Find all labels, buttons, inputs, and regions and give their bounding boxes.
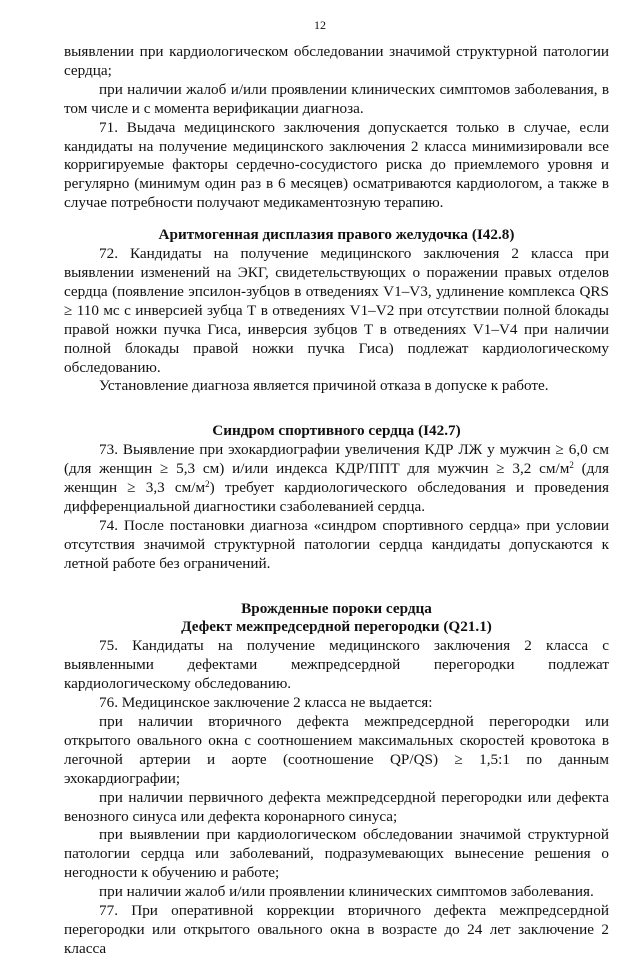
paragraph-73-part-3: ) требует кардиологического обследования и проведения дифференциальной диагностики сзаболеванией сердца.	[64, 479, 609, 515]
paragraph-75: 75. Кандидаты на получение медицинского заключения 2 класса с выявленными дефектами межпредсердной перегородки подлежат кардиологическому обследованию.	[64, 637, 609, 693]
subsection-heading-atrial-septal-defect: Дефект межпредсердной перегородки (Q21.1)	[181, 618, 492, 636]
section-heading-congenital-defects: Врожденные пороки сердца	[241, 599, 432, 617]
page-content	[64, 43, 609, 959]
superscript-2: 2	[205, 479, 210, 490]
section-heading-athlete-heart: Синдром спортивного сердца (I42.7)	[212, 422, 461, 440]
superscript-2: 2	[569, 460, 574, 471]
paragraph-primary-defect: при наличии первичного дефекта межпредсердной перегородки или дефекта венозного синуса или дефекта коронарного синуса;	[64, 788, 609, 825]
paragraph-76: 76. Медицинское заключение 2 класса не выдается:	[99, 694, 433, 712]
section-heading-arrhythmogenic-dysplasia: Аритмогенная дисплазия правого желудочка (I42.8)	[158, 226, 515, 244]
paragraph-74: 74. После постановки диагноза «синдром спортивного сердца» при условии отсутствия значимой структурной патологии сердца кандидаты допускаются к летной работе без ограничений.	[64, 516, 609, 572]
paragraph-71: 71. Выдача медицинского заключения допускается только в случае, если кандидаты на получение медицинского заключения 2 класса минимизировали все корригируемые факторы сердечно-сосудистого риска до приемлемого уровня и регулярно (минимум один раз в 6 месяцев) осматриваются кардиологом, а также в случае потребности получают медикаментозную терапию.	[64, 118, 609, 212]
paragraph-diagnosis-refusal: Установление диагноза является причиной отказа в допуске к работе.	[99, 377, 549, 395]
paragraph-symptoms: при наличии жалоб и/или проявлении клинических симптомов заболевания.	[99, 883, 594, 901]
paragraph-structural-pathology: при выявлении при кардиологическом обследовании значимой структурной патологии сердца или заболеваний, подразумевающих вынесение решения о негодности к обучению и работе;	[64, 826, 609, 882]
page-number: 12	[314, 18, 326, 32]
paragraph-secondary-defect: при наличии вторичного дефекта межпредсердной перегородки или открытого овального окна с соотношением максимальных скоростей кровотока в легочной артерии и аорте (соотношение QP/QS) ≥ 1,5:1 по данным эхокардиографии;	[64, 713, 609, 787]
paragraph-72: 72. Кандидаты на получение медицинского заключения 2 класса при выявлении изменений на ЭКГ, свидетельствующих о поражении правых отделов сердца (появление эпсилон-зубцов в отведениях V1–V3, удлинение комплекса QRS ≥ 110 мс с инверсией зубца Т в отведениях V1–V2 при отсутствии полной блокады правой ножки пучка Гиса, инверсия зубцов Т в отведениях V1–V4 при наличии полной блокады правой ножки пучка Гиса) подлежат кардиологическому обследованию.	[64, 245, 609, 376]
paragraph-77: 77. При оперативной коррекции вторичного дефекта межпредсердной перегородки или открытого овального окна в возрасте до 24 лет заключение 2 класса	[64, 902, 609, 957]
paragraph-continuation: выявлении при кардиологическом обследовании значимой структурной патологии сердца;	[64, 43, 609, 79]
paragraph-73-part-1: 73. Выявление при эхокардиографии увеличения КДР ЛЖ у мужчин ≥ 6,0 см (для женщин ≥ 5,3 см) и/или индекса КДР/ППТ для мужчин ≥ 3,2 см/м	[64, 441, 609, 478]
paragraph-73-part-2: (для женщин ≥ 3,3 см/м	[64, 460, 609, 497]
paragraph-73	[64, 441, 609, 517]
paragraph-complaints: при наличии жалоб и/или проявлении клинических симптомов заболевания, в том числе и с момента верификации диагноза.	[64, 80, 609, 117]
